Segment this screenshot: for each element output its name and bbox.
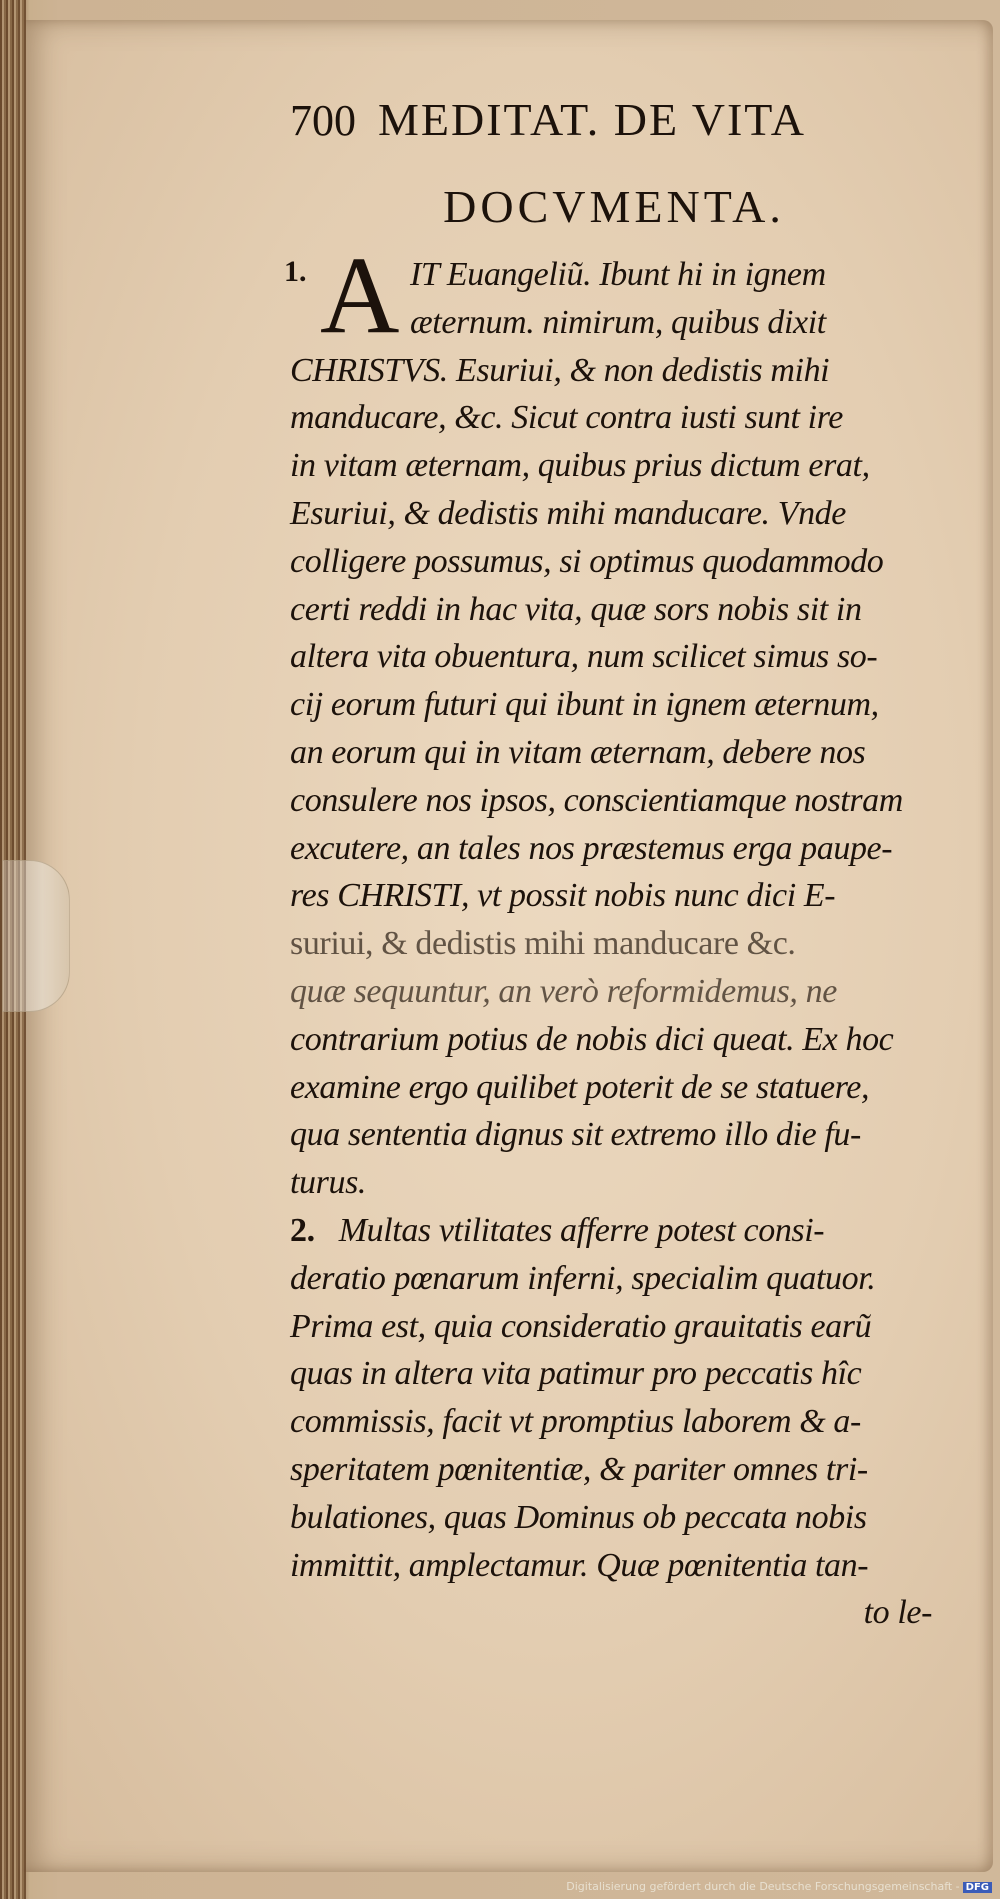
item-number: 1. xyxy=(284,255,307,288)
text-line: manducare, &c. Sicut contra iusti sunt ire xyxy=(290,399,843,437)
text-line: qua sententia dignus sit extremo illo die fu- xyxy=(290,1116,861,1154)
text-line: an eorum qui in vitam æternam, debere nos xyxy=(290,733,866,771)
dfg-logo: DFG xyxy=(963,1882,992,1893)
text-line: immittit, amplectamur. Quæ pœnitentia tan- xyxy=(290,1546,869,1584)
text-line: Esuriui, & dedistis mihi manducare. Vnde xyxy=(290,494,846,532)
text-line xyxy=(290,1207,938,1255)
text-line: speritatem pœnitentiæ, & pariter omnes tri- xyxy=(290,1450,868,1488)
text-line: deratio pœnarum inferni, specialim quatuor. xyxy=(290,1259,876,1297)
text-line: bulationes, quas Dominus ob peccata nobis xyxy=(290,1498,867,1536)
text-line: æternum. nimirum, quibus dixit xyxy=(410,303,826,341)
text-line: IT Euangeliũ. Ibunt hi in ignem xyxy=(410,256,826,293)
section-title: DOCVMENTA. xyxy=(443,181,785,232)
text-line: res CHRISTI, vt possit nobis nunc dici E- xyxy=(290,877,836,915)
paragraph-1 xyxy=(284,234,938,1207)
text-line: examine ergo quilibet poterit de se statuere, xyxy=(290,1068,870,1106)
text-line: cij eorum futuri qui ibunt in ignem æternum, xyxy=(290,686,879,724)
text-line: colligere possumus, si optimus quodammodo xyxy=(290,542,884,580)
digitization-credit xyxy=(566,1880,992,1893)
text-line: in vitam æternam, quibus prius dictum erat, xyxy=(290,447,870,485)
text-line: quæ sequuntur, an verò reformidemus, ne xyxy=(290,972,837,1010)
item-number: 2. xyxy=(290,1211,315,1249)
text-line: excutere, an tales nos præstemus erga paupe- xyxy=(290,829,893,867)
catchword: to le- xyxy=(863,1594,932,1632)
credit-text: Digitalisierung gefördert durch die Deutsche Forschungsgemeinschaft - xyxy=(566,1880,960,1893)
text-line: suriui, & dedistis mihi manducare &c. xyxy=(290,925,796,963)
text-line: contrarium potius de nobis dici queat. Ex hoc xyxy=(290,1020,894,1058)
text-line: consulere nos ipsos, conscientiamque nostram xyxy=(290,781,903,819)
text-line: certi reddi in hac vita, quæ sors nobis sit in xyxy=(290,590,862,628)
text-span: Multas vtilitates afferre potest consi- xyxy=(338,1211,825,1249)
drop-cap: A xyxy=(320,234,400,356)
page-text xyxy=(284,92,938,1637)
text-line: altera vita obuentura, num scilicet simus so- xyxy=(290,638,878,676)
page-number: 700 xyxy=(290,96,356,145)
page-clip xyxy=(2,860,70,1012)
text-line: CHRISTVS. Esuriui, & non dedistis mihi xyxy=(290,351,830,389)
running-title: MEDITAT. DE VITA xyxy=(378,94,806,145)
text-line: commissis, facit vt promptius laborem & a- xyxy=(290,1403,861,1441)
paragraph-2 xyxy=(290,1207,938,1637)
text-line: quas in altera vita patimur pro peccatis hîc xyxy=(290,1355,862,1393)
running-header xyxy=(290,92,938,149)
text-line: Prima est, quia consideratio grauitatis earũ xyxy=(290,1307,872,1345)
text-line: turus. xyxy=(290,1164,367,1202)
